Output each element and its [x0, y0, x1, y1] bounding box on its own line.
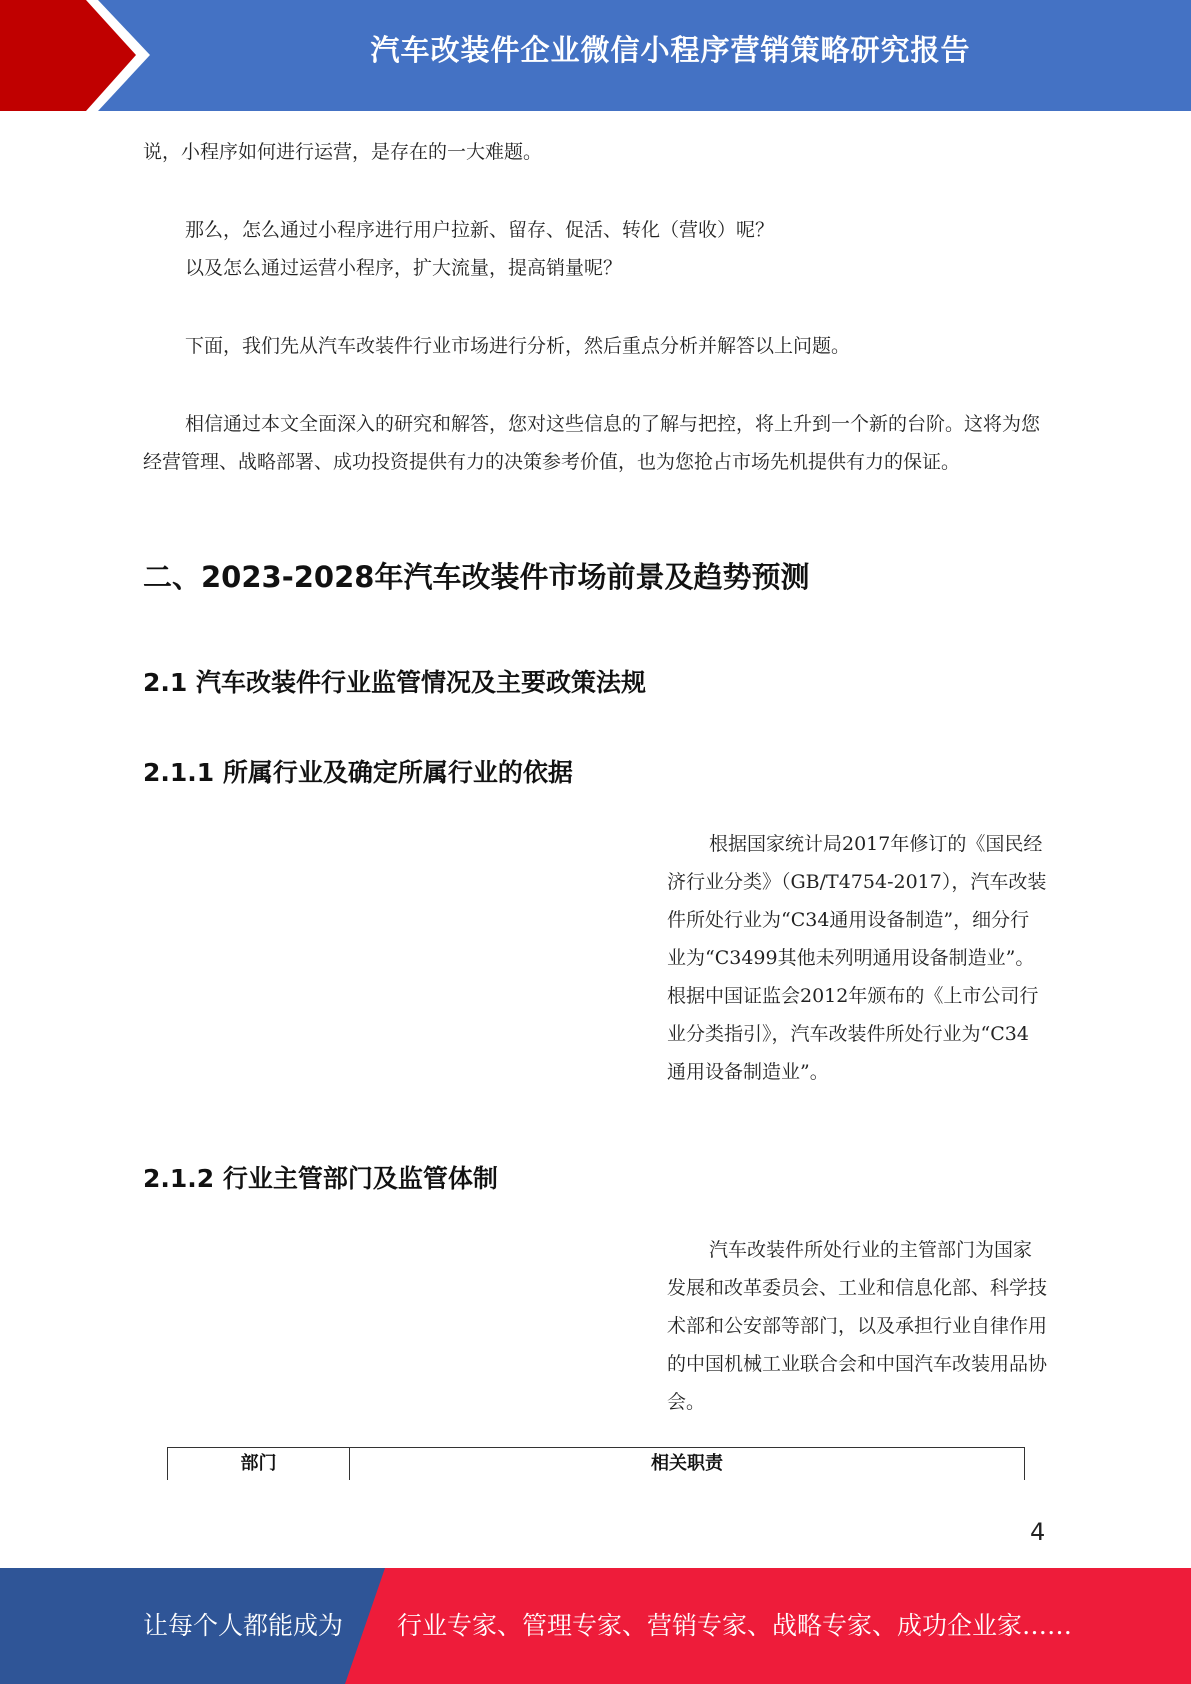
page-header — [0, 0, 1191, 111]
report-title: 汽车改装件企业微信小程序营销策略研究报告 — [370, 33, 971, 67]
page-footer — [0, 1568, 1191, 1684]
subsection-heading: 2.1 汽车改装件行业监管情况及主要政策法规 — [143, 668, 646, 697]
footer-slogan-right: 行业专家、管理专家、营销专家、战略专家、成功企业家…… — [397, 1611, 1073, 1640]
paragraph: 说，小程序如何进行运营，是存在的一大难题。 — [143, 141, 543, 163]
header-arrow-decoration — [0, 0, 150, 111]
subsubsection-heading-regulation: 2.1.2 行业主管部门及监管体制 — [143, 1164, 498, 1193]
footer-slogan-left: 让每个人都能成为 — [143, 1611, 344, 1640]
intro-section — [143, 133, 1048, 481]
page-number: 4 — [1030, 1518, 1046, 1546]
paragraph: 下面，我们先从汽车改装件行业市场进行分析，然后重点分析并解答以上问题。 — [185, 335, 851, 357]
paragraph: 以及怎么通过运营小程序，扩大流量，提高销量呢？ — [185, 257, 623, 279]
table-header-department: 部门 — [168, 1448, 350, 1480]
regulation-text: 汽车改装件所处行业的主管部门为国家发展和改革委员会、工业和信息化部、科学技术部和公安部等部门，以及承担行业自律作用的中国机械工业联合会和中国汽车改装用品协会。 — [667, 1239, 1048, 1413]
table-header-responsibilities: 相关职责 — [651, 1453, 723, 1474]
department-table-header — [167, 1447, 1025, 1480]
industry-classification-text: 根据国家统计局2017年修订的《国民经济行业分类》（GB/T4754-2017），汽车改装件所处行业为“C34通用设备制造”，细分行业为“C3499其他未列明通用设备制造业”。根据中国证监会2012年颁布的《上市公司行业分类指引》，汽车改装件所处行业为“C34通用设备制造业”。 — [667, 833, 1047, 1083]
paragraph: 那么，怎么通过小程序进行用户拉新、留存、促活、转化（营收）呢？ — [185, 219, 775, 241]
section-heading: 二、2023-2028年汽车改装件市场前景及趋势预测 — [143, 560, 810, 594]
paragraph: 相信通过本文全面深入的研究和解答，您对这些信息的了解与把控，将上升到一个新的台阶。这将为您经营管理、战略部署、成功投资提供有力的决策参考价值，也为您抢占市场先机提供有力的保证。 — [143, 413, 1041, 473]
subsubsection-heading-industry: 2.1.1 所属行业及确定所属行业的依据 — [143, 758, 573, 787]
